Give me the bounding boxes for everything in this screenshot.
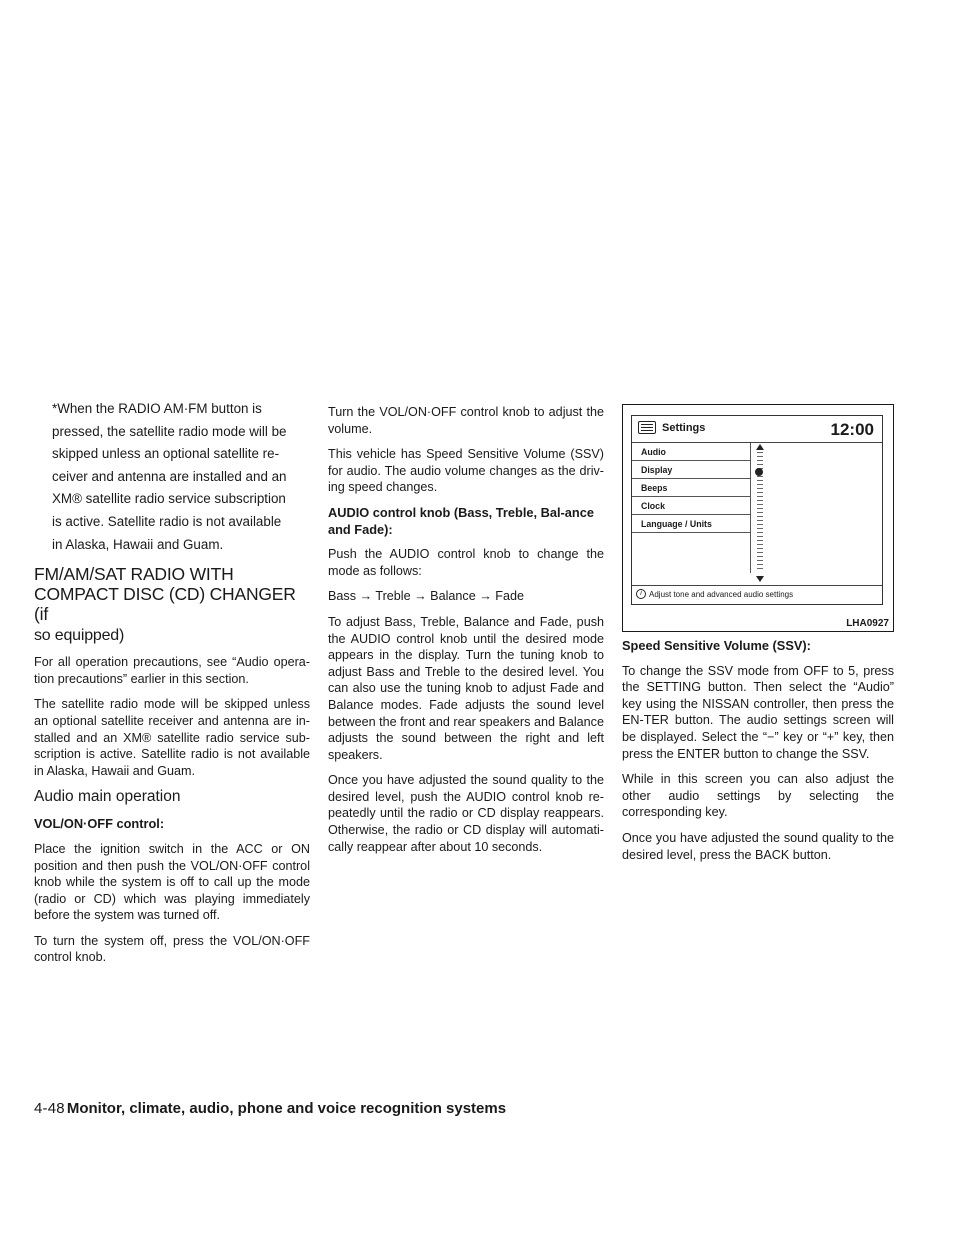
- note-line: in Alaska, Hawaii and Guam.: [52, 536, 224, 552]
- screen-hint-bar: [632, 585, 882, 604]
- column-middle: [328, 404, 604, 864]
- scroll-tick: [757, 536, 763, 537]
- paragraph: Once you have adjusted the sound quality to the desired level, push the AUDIO control knob re-peatedly until the radio or CD display reappears. Otherwise, the radio or CD display will automati-cally reappear after about 10 seconds.: [328, 773, 604, 854]
- note-line: is active. Satellite radio is not available: [52, 513, 282, 529]
- scroll-tick: [757, 516, 763, 517]
- hint-text: Adjust tone and advanced audio settings: [649, 590, 794, 599]
- scroll-tick: [757, 500, 763, 501]
- heading-line: so equipped): [34, 627, 125, 645]
- paragraph: To change the SSV mode from OFF to 5, press the SETTING button. Then select the “Audio” key using the NISSAN controller, then press the EN-TER button. The audio settings screen will be displayed. Select the “−” key or “+” key, then press the ENTER button to change the SSV.: [622, 663, 894, 761]
- ssv-heading: Speed Sensitive Volume (SSV):: [622, 638, 811, 653]
- figure-code: LHA0927: [846, 618, 889, 629]
- screen-header: [632, 416, 882, 443]
- paragraph: For all operation precautions, see “Audio opera-tion precautions” earlier in this section.: [34, 655, 310, 686]
- scroll-tick: [757, 504, 763, 505]
- paragraph: The satellite radio mode will be skipped unless an optional satellite receiver and antenna are in-stalled and an XM® satellite radio service sub-scription is active. Satellite radio is not available in Alaska, Hawaii and Guam.: [34, 697, 310, 778]
- paragraph: Push the AUDIO control knob to change the mode as follows:: [328, 547, 604, 578]
- scroll-tick: [757, 524, 763, 525]
- menu-item-audio[interactable]: Audio: [632, 444, 750, 461]
- paragraph: Turn the VOL/ON·OFF control knob to adjust the volume.: [328, 405, 604, 436]
- column-left: [34, 398, 310, 975]
- paragraph: This vehicle has Speed Sensitive Volume (SSV) for audio. The audio volume changes as the driv-ing speed changes.: [328, 447, 604, 495]
- menu-item-clock[interactable]: Clock: [632, 498, 750, 515]
- clock-display: 12:00: [830, 420, 874, 439]
- note-line: pressed, the satellite radio mode will be: [52, 423, 287, 439]
- paragraph: To turn the system off, press the VOL/ON·OFF control knob.: [34, 933, 310, 965]
- section-heading: [34, 564, 310, 646]
- paragraph: To adjust Bass, Treble, Balance and Fade, push the AUDIO control knob until the desired mode appears in the display. Turn the tuning knob to adjust Bass and Treble to the desired level. You can also use the tuning knob to adjust Fade and Balance modes. Fade adjusts the sound level between the front and rear speakers and Balance adjusts the sound between the right and left speakers.: [328, 614, 604, 762]
- scroll-tick: [757, 484, 763, 485]
- scroll-tick: [757, 480, 763, 481]
- scroll-tick: [757, 564, 763, 565]
- screen-title: Settings: [662, 422, 706, 434]
- menu-item-beeps[interactable]: Beeps: [632, 480, 750, 497]
- scroll-tick: [757, 548, 763, 549]
- paragraph: While in this screen you can also adjust the other audio settings by selecting the corresponding key.: [622, 772, 894, 820]
- paragraph: Place the ignition switch in the ACC or ON position and then push the VOL/ON·OFF control knob while the system is off to call up the mode (radio or CD) which was playing immediately before the system was turned off.: [34, 841, 310, 923]
- scroll-tick: [757, 464, 763, 465]
- audio-knob-heading: AUDIO control knob (Bass, Treble, Bal-ance and Fade):: [328, 504, 594, 537]
- info-icon: i: [636, 589, 646, 599]
- scroll-tick: [757, 460, 763, 461]
- scroll-tick: [757, 496, 763, 497]
- scroll-tick: [757, 488, 763, 489]
- settings-menu-icon: [638, 421, 656, 434]
- scroll-tick: [757, 540, 763, 541]
- page-footer: [34, 1100, 506, 1118]
- scroll-tick: [757, 508, 763, 509]
- note-line: *When the RADIO AM·FM button is: [52, 401, 262, 416]
- scroll-up-arrow-icon: [756, 444, 764, 450]
- column-right: [622, 638, 894, 872]
- scroll-thumb[interactable]: [755, 468, 763, 476]
- settings-screen: [631, 415, 883, 605]
- page-number: 4-48: [34, 1100, 65, 1117]
- scroll-tick: [757, 544, 763, 545]
- settings-screen-figure: [622, 404, 894, 632]
- paragraph: Once you have adjusted the sound quality to the desired level, press the BACK button.: [622, 830, 894, 862]
- scroll-down-arrow-icon: [756, 576, 764, 582]
- note-line: skipped unless an optional satellite re-: [52, 446, 280, 462]
- subheading: Audio main operation: [34, 788, 181, 806]
- scroll-tick: [757, 520, 763, 521]
- scroll-tick: [757, 552, 763, 553]
- note-line: ceiver and antenna are installed and an: [52, 468, 287, 484]
- scroll-tick: [757, 568, 763, 569]
- menu-divider: [750, 443, 751, 573]
- menu-item-display[interactable]: Display: [632, 462, 750, 479]
- note-satellite: [34, 398, 310, 556]
- scroll-tick: [757, 492, 763, 493]
- note-line: XM® satellite radio service subscription: [52, 491, 286, 507]
- mode-sequence: Bass → Treble → Balance → Fade: [328, 589, 524, 604]
- scroll-tick: [757, 456, 763, 457]
- scroll-tick: [757, 560, 763, 561]
- heading-line: FM/AM/SAT RADIO WITH: [34, 564, 234, 585]
- scroll-tick: [757, 452, 763, 453]
- scroll-tick: [757, 556, 763, 557]
- scroll-tick: [757, 532, 763, 533]
- vol-control-heading: VOL/ON·OFF control:: [34, 816, 165, 832]
- scroll-tick: [757, 476, 763, 477]
- scroll-tick: [757, 512, 763, 513]
- scroll-tick: [757, 528, 763, 529]
- heading-line: COMPACT DISC (CD) CHANGER (if: [34, 584, 296, 625]
- section-title: Monitor, climate, audio, phone and voice recognition systems: [66, 1100, 507, 1117]
- menu-item-language-units[interactable]: Language / Units: [632, 516, 750, 533]
